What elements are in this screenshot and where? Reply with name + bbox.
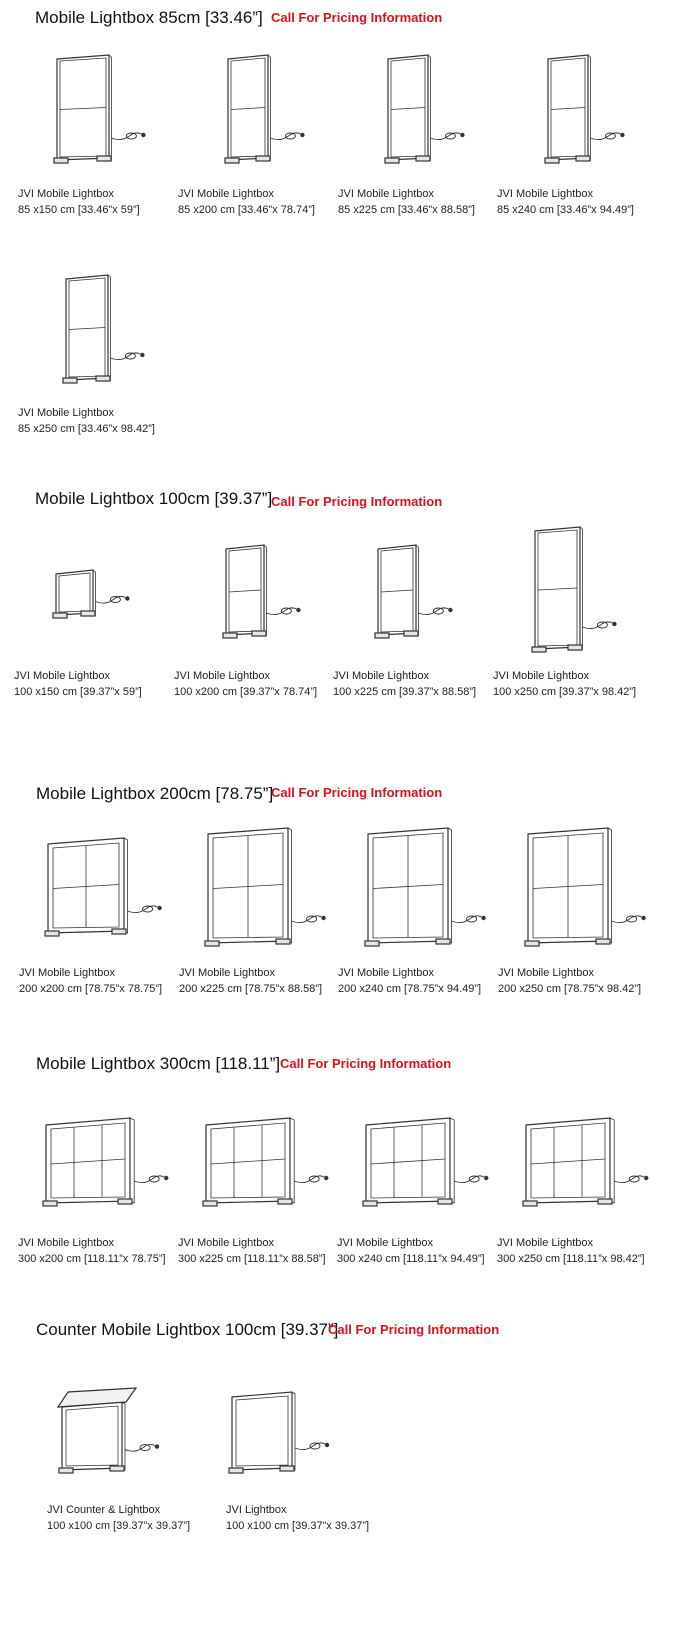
product-caption	[338, 186, 475, 218]
section-title-300cm: Mobile Lightbox 300cm [118.11”]	[36, 1054, 281, 1073]
product-size: 100 x225 cm [39.37”x 88.58”]	[333, 686, 477, 698]
lightbox-icon	[385, 55, 464, 163]
product-caption	[498, 965, 641, 997]
lightbox-icon	[43, 1118, 168, 1206]
product-size: 85 x250 cm [33.46”x 98.42”]	[18, 423, 155, 435]
lightbox-icon	[45, 838, 161, 936]
lightbox-icon	[532, 527, 616, 652]
product-name: JVI Mobile Lightbox	[179, 967, 275, 979]
product-name: JVI Lightbox	[226, 1504, 287, 1516]
lightbox-icon	[363, 1118, 488, 1206]
counter-lightbox-icon	[58, 1388, 159, 1473]
product-caption	[178, 1235, 326, 1267]
lightbox-icon	[375, 545, 452, 638]
product-name: JVI Mobile Lightbox	[497, 188, 593, 200]
lightbox-icon	[205, 828, 325, 946]
product-name: JVI Mobile Lightbox	[18, 188, 114, 200]
product-size: 85 x200 cm [33.46”x 78.74”]	[178, 204, 315, 216]
product-caption	[226, 1502, 369, 1534]
product-size: 100 x100 cm [39.37”x 39.37”]	[226, 1520, 370, 1532]
lightbox-icon	[53, 570, 129, 618]
lightbox-icon	[523, 1118, 648, 1206]
product-name: JVI Mobile Lightbox	[19, 967, 115, 979]
product-name: JVI Mobile Lightbox	[338, 967, 434, 979]
product-caption	[338, 965, 481, 997]
product-size: 85 x225 cm [33.46”x 88.58”]	[338, 204, 475, 216]
product-name: JVI Mobile Lightbox	[337, 1237, 433, 1249]
call-for-pricing-link[interactable]: Call For Pricing Information	[271, 10, 443, 25]
lightbox-icon	[525, 828, 645, 946]
product-name: JVI Mobile Lightbox	[178, 188, 274, 200]
product-size: 200 x225 cm [78.75”x 88.58”]	[179, 983, 323, 995]
lightbox-icon	[545, 55, 624, 163]
product-name: JVI Mobile Lightbox	[14, 670, 110, 682]
lightbox-icon	[225, 55, 304, 163]
product-caption	[18, 186, 140, 218]
product-caption	[47, 1502, 190, 1534]
product-caption	[337, 1235, 485, 1267]
product-size: 100 x100 cm [39.37”x 39.37”]	[47, 1520, 191, 1532]
product-name: JVI Mobile Lightbox	[18, 1237, 114, 1249]
lightbox-icon	[223, 545, 300, 638]
product-caption	[333, 668, 476, 700]
product-name: JVI Mobile Lightbox	[174, 670, 270, 682]
product-caption	[497, 1235, 645, 1267]
product-size: 85 x240 cm [33.46”x 94.49”]	[497, 204, 634, 216]
lightbox-icon	[63, 275, 144, 383]
product-name: JVI Mobile Lightbox	[178, 1237, 274, 1249]
product-caption	[14, 668, 142, 700]
call-for-pricing-link[interactable]: Call For Pricing Information	[271, 494, 443, 509]
product-name: JVI Mobile Lightbox	[498, 967, 594, 979]
product-size: 300 x250 cm [118.11”x 98.42”]	[497, 1253, 645, 1265]
call-for-pricing-link[interactable]: Call For Pricing Information	[280, 1056, 452, 1071]
product-size: 300 x240 cm [118.11”x 94.49”]	[337, 1253, 485, 1265]
lightbox-icon	[54, 55, 145, 163]
section-title-85cm: Mobile Lightbox 85cm [33.46”]	[35, 8, 263, 27]
product-name: JVI Mobile Lightbox	[493, 670, 589, 682]
lightbox-icon	[203, 1118, 328, 1206]
product-size: 200 x250 cm [78.75”x 98.42”]	[498, 983, 642, 995]
section-title-200cm: Mobile Lightbox 200cm [78.75”]	[36, 784, 274, 803]
product-name: JVI Mobile Lightbox	[333, 670, 429, 682]
lightbox-icon	[229, 1392, 329, 1473]
product-size: 85 x150 cm [33.46”x 59”]	[18, 204, 140, 216]
product-caption	[497, 186, 634, 218]
section-title-counter-100cm: Counter Mobile Lightbox 100cm [39.37”]	[36, 1320, 339, 1339]
call-for-pricing-link[interactable]: Call For Pricing Information	[271, 785, 443, 800]
product-caption	[18, 405, 155, 437]
product-size: 200 x200 cm [78.75”x 78.75”]	[19, 983, 163, 995]
product-size: 200 x240 cm [78.75”x 94.49”]	[338, 983, 482, 995]
product-caption	[18, 1235, 166, 1267]
product-caption	[174, 668, 317, 700]
product-caption	[178, 186, 315, 218]
product-name: JVI Mobile Lightbox	[338, 188, 434, 200]
product-name: JVI Mobile Lightbox	[497, 1237, 593, 1249]
product-size: 100 x200 cm [39.37”x 78.74”]	[174, 686, 318, 698]
product-size: 100 x250 cm [39.37”x 98.42”]	[493, 686, 637, 698]
product-caption	[19, 965, 162, 997]
product-size: 300 x225 cm [118.11”x 88.58”]	[178, 1253, 326, 1265]
product-size: 300 x200 cm [118.11”x 78.75”]	[18, 1253, 166, 1265]
product-size: 100 x150 cm [39.37”x 59”]	[14, 686, 142, 698]
call-for-pricing-link[interactable]: Call For Pricing Information	[328, 1322, 500, 1337]
product-name: JVI Mobile Lightbox	[18, 407, 114, 419]
product-caption	[179, 965, 322, 997]
lightbox-icon	[365, 828, 485, 946]
section-title-100cm: Mobile Lightbox 100cm [39.37”]	[35, 489, 273, 508]
product-caption	[493, 668, 636, 700]
product-name: JVI Counter & Lightbox	[47, 1504, 161, 1516]
